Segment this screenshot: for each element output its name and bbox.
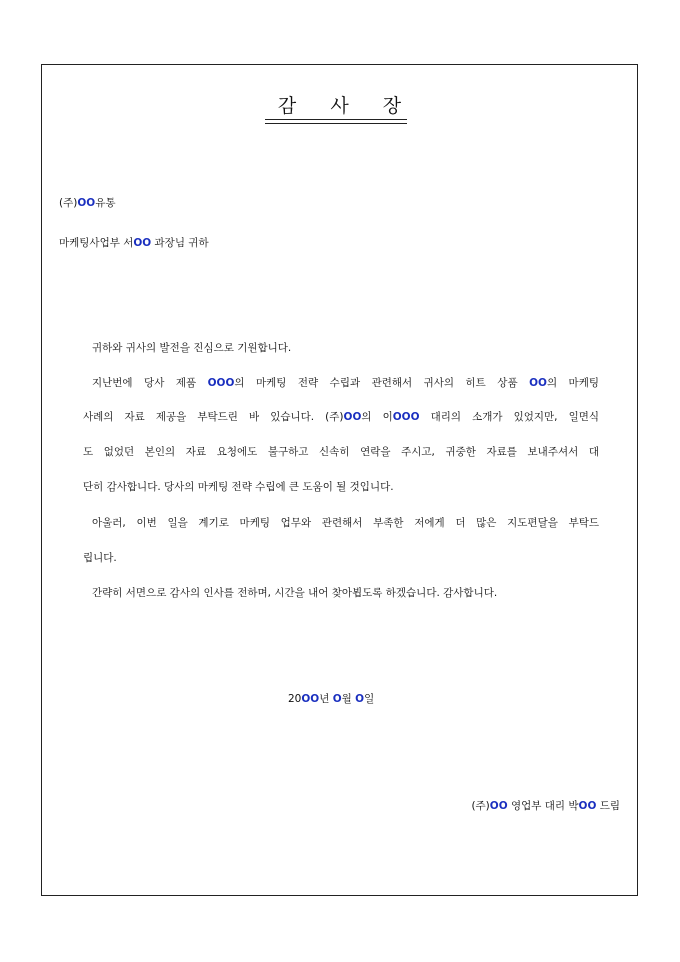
body-paragraph-3-line-1: 아울러, 이번 일을 계기로 마케팅 업무와 관련해서 부족한 저에게 더 많은 지도편달을 부탁드 (92, 517, 599, 529)
body-paragraph-3-line-2: 립니다. (83, 552, 117, 564)
body-paragraph-2-line-1: 지난번에 당사 제품 OOO의 마케팅 전략 수립과 관련해서 귀사의 히트 상품 OO의 마케팅 (92, 377, 599, 389)
body-paragraph-2-line-3: 도 없었던 본인의 자료 요청에도 불구하고 신속히 연락을 주시고, 귀중한 자료를 보내주셔서 대 (83, 446, 599, 458)
document-frame (41, 64, 638, 896)
recipient-company: (주)OO유통 (59, 197, 116, 209)
body-paragraph-2-line-2: 사례의 자료 제공을 부탁드린 바 있습니다. (주)OO의 이OOO 대리의 소개가 있었지만, 일면식 (83, 411, 600, 423)
title-double-underline (265, 119, 407, 124)
document-date: 20OO년 O월 O일 (288, 693, 375, 705)
body-paragraph-4: 간략히 서면으로 감사의 인사를 전하며, 시간을 내어 찾아뵙도록 하겠습니다. 감사합니다. (92, 587, 498, 599)
body-paragraph-2-line-4: 단히 감사합니다. 당사의 마케팅 전략 수립에 큰 도움이 될 것입니다. (83, 481, 394, 493)
recipient-person: 마케팅사업부 서OO 과장님 귀하 (59, 237, 209, 249)
body-paragraph-1: 귀하와 귀사의 발전을 진심으로 기원합니다. (92, 342, 292, 354)
sender-signature: (주)OO 영업부 대리 박OO 드림 (471, 800, 620, 812)
document-title: 감 사 장 (277, 95, 416, 117)
